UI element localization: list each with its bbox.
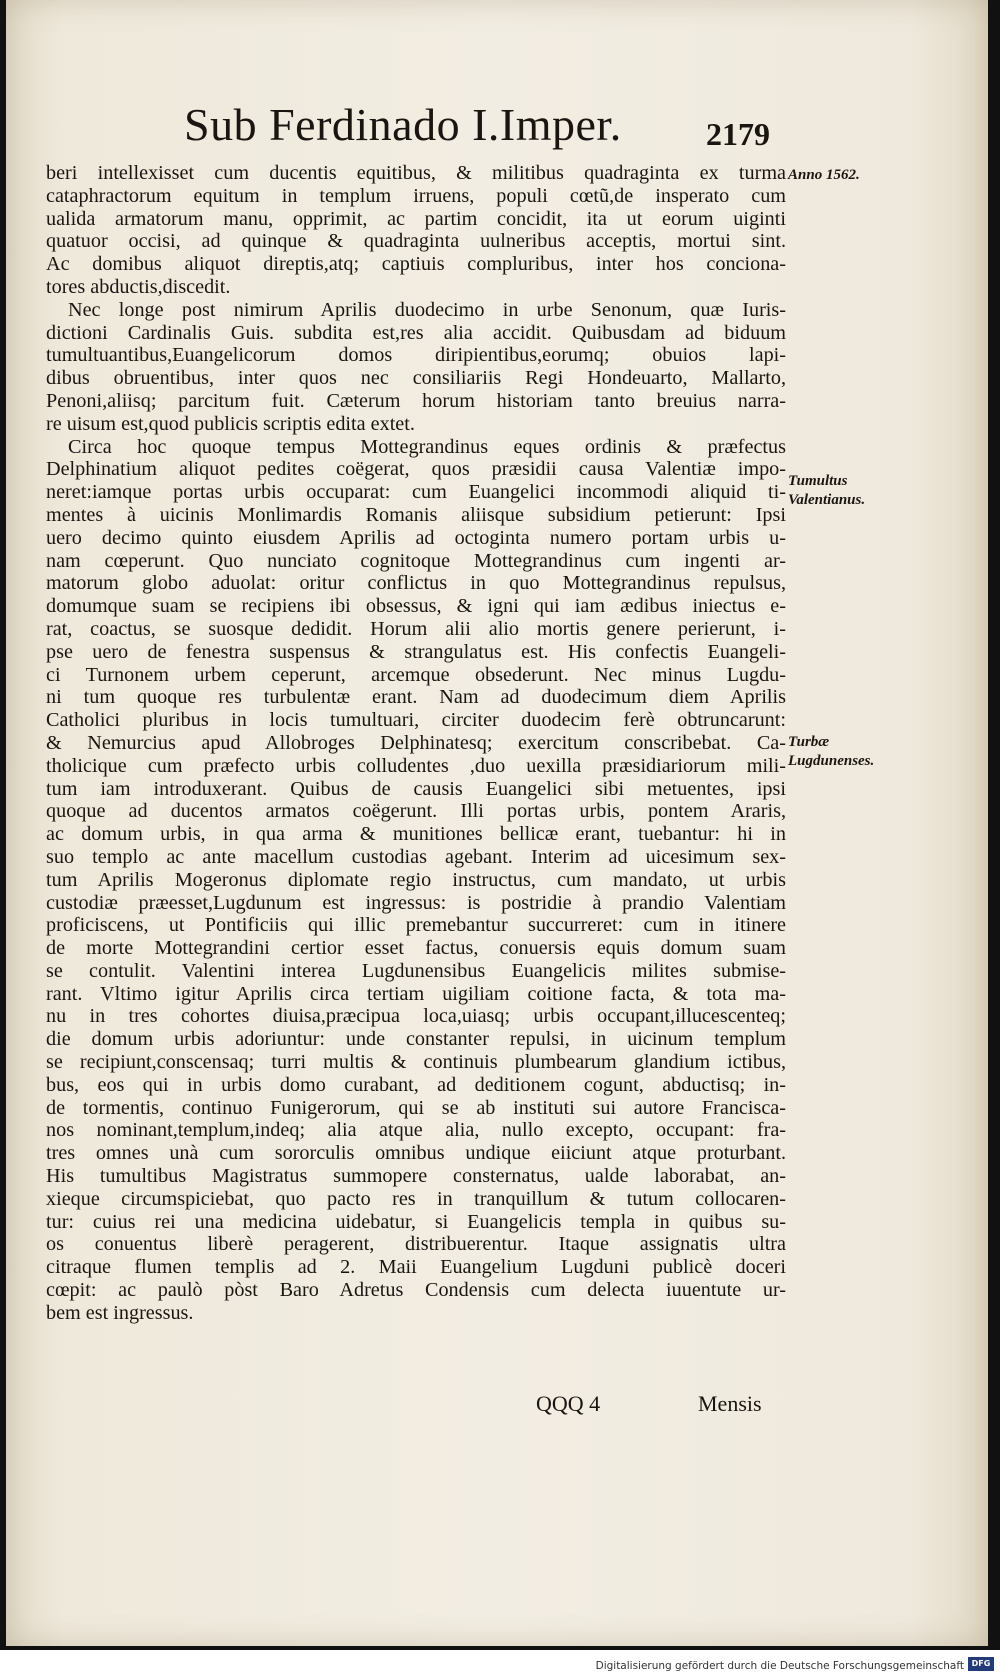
text-line: tumultuantibus,Euangelicorum domos diripientibus,eorumq; obuios lapi- (46, 344, 786, 367)
text-line: Ac domibus aliquot direptis,atq; captiuis compluribus, inter hos conciona- (46, 253, 786, 276)
book-page (6, 0, 988, 1646)
margin-note-year: Anno 1562. (788, 167, 860, 183)
footer-credit: Digitalisierung gefördert durch die Deutsche Forschungsgemeinschaft (595, 1660, 964, 1672)
text-line: quatuor occisi, ad quinque & quadraginta uulneribus acceptis, mortui sint. (46, 230, 786, 253)
text-line: custodiæ præesset,Lugdunum est ingressus: is postridie à prandio Valentiam (46, 891, 786, 914)
text-line: tholicique cum præfecto urbis colludentes ,duo uexilla præsidiariorum mili- (46, 754, 786, 777)
text-line: dictioni Cardinalis Guis. subdita est,res alia accidit. Quibusdam ad biduum (46, 321, 786, 344)
text-line: xieque circumspiciebat, quo pacto res in tranquillum & tutum collocaren- (46, 1187, 786, 1210)
text-line: Nec longe post nimirum Aprilis duodecimo in urbe Senonum, quæ Iuris- (68, 298, 786, 321)
text-line: Circa hoc quoque tempus Mottegrandinus eques ordinis & præfectus (68, 435, 786, 458)
text-line: tres omnes unà cum sororculis omnibus undique eiiciunt atque proturbant. (46, 1142, 786, 1165)
text-line: ni tum quoque res turbulentæ erant. Nam ad duodecimum diem Aprilis (46, 686, 786, 709)
page-number: 2179 (706, 116, 770, 152)
text-line: se contulit. Valentini interea Lugdunensibus Euangelicis milites submise- (46, 959, 786, 982)
text-line: de tormentis, continuo Funigerorum, qui se ab instituti sui autore Francisca- (46, 1096, 786, 1119)
text-line: tur: cuius rei una medicina uidebatur, si Euangelicis templa in quibus su- (46, 1210, 786, 1233)
text-line: os conuentus liberè peragerent, distribuerentur. Itaque assignatis ultra (46, 1233, 786, 1256)
text-line: uero decimo quinto eiusdem Aprilis ad octoginta numero portam urbis u- (46, 526, 786, 549)
text-line: matorum globo aduolat: oritur conflictus in quo Mottegrandinus repulsus, (46, 572, 786, 595)
margin-note-tumultus: Tumultus Valentianus. (788, 473, 866, 508)
running-title: Sub Ferdinado I.Imper. (184, 99, 622, 150)
text-line: nu in tres cohortes diuisa,præcipua loca,uiasq; urbis occupant,illucescenteq; (46, 1005, 786, 1028)
text-line: Catholici pluribus in locis tumultuari, circiter duodecim ferè obtruncarunt: (46, 709, 786, 732)
text-line: bem est ingressus. (46, 1301, 194, 1324)
text-line: de morte Mottegrandini certior esset factus, conuersis equis domum suam (46, 937, 786, 960)
text-line: & Nemurcius apud Allobroges Delphinatesq; exercitum conscribebat. Ca- (46, 731, 786, 754)
text-line: cataphractorum equitum in templum irruens, populi cœtũ,de insperato cum (46, 184, 786, 207)
text-line: proficiscens, ut Pontificiis qui illic premebantur succurreret: cum in itinere (46, 914, 786, 937)
text-line: tores abductis,discedit. (46, 275, 231, 298)
text-line: rant. Vltimo igitur Aprilis circa tertiam uigiliam coitione facta, & tota ma- (46, 982, 786, 1005)
text-line: neret:iamque portas urbis occuparat: cum Euangelici incommodi aliquid ti- (46, 481, 786, 504)
text-line: bus, eos qui in urbis domo curabant, ad deditionem cogunt, abductisq; in- (46, 1073, 786, 1096)
text-line: ac domum urbis, in qua arma & munitiones bellicæ erant, tuebantur: hi in (46, 823, 786, 846)
dfg-logo: DFG (968, 1657, 994, 1671)
text-line: quoque ad ducentos armatos coëgerunt. Illi portas urbis, pontem Araris, (46, 800, 786, 823)
text-line: Penoni,aliisq; parcitum fuit. Cæterum horum historiam tanto breuius narra- (46, 389, 786, 412)
text-line: mentes à uicinis Monlimardis Romanis aliisque subsidium petierunt: Ipsi (46, 503, 786, 526)
text-line: nam cœperunt. Quo nunciato cognitoque Mottegrandinus cum ingenti ar- (46, 549, 786, 572)
text-line: beri intellexisset cum ducentis equitibus, & militibus quadraginta ex turma (46, 162, 786, 184)
margin-note-turbae: Turbæ Lugdunenses. (788, 734, 875, 769)
text-line: His tumultibus Magistratus summopere consternatus, ualde laborabat, an- (46, 1165, 786, 1188)
text-line: nos nominant,templum,indeq; alia atque alia, nullo excepto, occupant: fra- (46, 1119, 786, 1142)
text-line: se recipiunt,conscensaq; turri multis & continuis plumbearum glandium ictibus, (46, 1051, 786, 1074)
signature-mark: QQQ 4 (536, 1391, 601, 1416)
text-line: pse uero de fenestra suspensus & strangulatus est. His confectis Euangeli- (46, 640, 786, 663)
text-line: citraque flumen templis ad 2. Maii Euangelium Lugduni publicè doceri (46, 1256, 786, 1279)
text-line: tum Aprilis Mogeronus diplomate regio instructus, cum mandato, ut urbis (46, 868, 786, 891)
text-line: tum iam introduxerant. Quibus de causis Euangelici sibi metuentes, ipsi (46, 777, 786, 800)
text-line: cœpit: ac paulò pòst Baro Adretus Condensis cum delecta iuuentute ur- (46, 1279, 786, 1302)
text-line: ualida armatorum manu, opprimit, ac partim concidit, ita ut eorum uiginti (46, 207, 786, 230)
text-line: Delphinatium aliquot pedites coëgerat, quos præsidii causa Valentiæ impo- (46, 458, 786, 481)
text-line: suo templo ac ante macellum custodias agebant. Interim ad uicesimum sex- (46, 845, 786, 868)
text-line: ci Turnonem urbem ceperunt, arcemque obsederunt. Nec minus Lugdu- (46, 663, 786, 686)
text-line: die domum urbis adoriuntur: unde constanter repulsi, in uicinum templum (46, 1028, 786, 1051)
text-line: rat, coactus, se suosque dedidit. Horum alii alio mortis genere perierunt, i- (46, 617, 786, 640)
body-text (46, 162, 786, 1325)
text-line: re uisum est,quod publicis scriptis edita extet. (46, 412, 415, 435)
text-line: dibus obruentibus, inter quos nec consiliariis Regi Hondeuarto, Mallarto, (46, 367, 786, 390)
catchword: Mensis (698, 1391, 762, 1416)
text-line: domumque suam se recipiens ibi obsessus, & igni qui iam ædibus iniectus e- (46, 595, 786, 618)
